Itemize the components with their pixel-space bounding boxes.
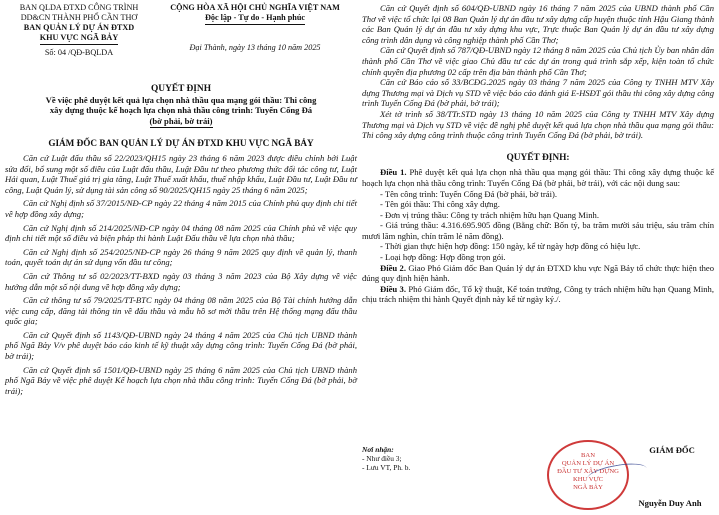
national-heading xyxy=(155,3,355,53)
recipient: - Lưu VT, Ph. b. xyxy=(362,463,411,472)
seal-text: NGÃ BẢY xyxy=(573,484,603,491)
seal-text: QUẢN LÝ DỰ ÁN xyxy=(561,460,615,467)
recipients-block xyxy=(362,445,512,472)
legal-basis: Căn cứ Nghị định số 214/2025/NĐ-CP ngày 04 tháng 08 năm 2025 của Chính phủ về việc quy định chi tiết một số điều và biện pháp thi hành Luật Đấu thầu về lựa chọn nhà thầu; xyxy=(5,222,357,244)
seal-text: BAN xyxy=(581,452,595,459)
list-item: - Tên công trình: Tuyến Cống Đá (bờ phải, bờ trái). xyxy=(380,188,557,199)
list-item: - Giá trúng thầu: 4.316.695.905 đồng (Bằng chữ: Bốn tỷ, ba trăm mười sáu triệu, sáu trăm chín mươi lăm nghìn, chín trăm lẻ năm đồng). xyxy=(362,220,714,241)
org-line: BAN QLDA ĐTXD CÔNG TRÌNH xyxy=(19,3,139,12)
decision-title: QUYẾT ĐỊNH xyxy=(151,84,211,94)
legal-basis: Căn cứ Quyết định số 1501/QĐ-UBND ngày 25 tháng 6 năm 2025 của Chủ tịch UBND thành phố Ngã Bảy về việc phê duyệt Kế hoạch lựa chọn nhà thầu công trình: Tuyến Cống Đá (bờ phải, bờ trái); xyxy=(5,364,357,396)
legal-basis: Căn cứ Quyết định số 1143/QĐ-UBND ngày 24 tháng 4 năm 2025 của Chủ tịch UBND thành phố Ngã Bảy V/v phê duyệt báo cáo kinh tế kỹ thuật xây dựng công trình: Tuyến Cống Đá (bờ phải, bờ trái); xyxy=(5,329,357,362)
article-text: Phó Giám đốc, Tổ kỹ thuật, Kế toán trưởng, Công ty trách nhiệm hữu hạn Quang Minh, chịu trách nhiệm thi hành Quyết định này kể từ ngày ký./. xyxy=(362,283,715,305)
document-number: Số: 04 /QĐ-BQLDA xyxy=(44,48,114,57)
decision-subject-line: (bờ phải, bờ trái) xyxy=(150,116,213,129)
decision-subject-line: Về việc phê duyệt kết quả lựa chọn nhà thầu qua mạng gói thầu: Thi công xyxy=(45,94,317,105)
article-1 xyxy=(362,167,714,188)
legal-basis: Căn cứ thông tư số 79/2025/TT-BTC ngày 04 tháng 08 năm 2025 của Bộ Tài chính hướng dẫn việc cung cấp, đăng tải thông tin về đấu thầu và mẫu hồ sơ mời thầu trên Hệ thống mạng đấu thầu quốc gia; xyxy=(5,295,357,327)
article-text: Phê duyệt kết quả lựa chọn nhà thầu qua mạng gói thầu: Thi công xây dựng thuộc kế hoạch lựa chọn nhà thầu công trình: Tuyến Cống Đá (bờ phải, bờ trái), với các nội dung sau: xyxy=(362,167,715,188)
org-line: KHU VỰC NGÃ BẢY xyxy=(40,33,118,45)
right-column xyxy=(362,0,715,508)
decide-heading: QUYẾT ĐỊNH: xyxy=(506,152,570,163)
legal-bases-left xyxy=(5,153,357,396)
list-item: - Đơn vị trúng thầu: Công ty trách nhiệm hữu hạn Quang Minh. xyxy=(380,209,600,220)
legal-basis: Căn cứ Quyết định số 604/QĐ-UBND ngày 16 tháng 7 năm 2025 của UBND thành phố Cần Thơ về việc tổ chức lại 08 Ban Quản lý dự án đầu tư xây dựng cấp huyện thuộc tỉnh Hậu Giang thành các Ban Quản lý dự án đầu tư xây dựng khu vực, Trực thuộc Ban Quản lý dự án đầu tư xây dựng công trình dân dụng và công nghiệp thành phố Cần Thơ; xyxy=(362,3,714,45)
legal-basis: Căn cứ Thông tư số 02/2023/TT-BXD ngày 03 tháng 3 năm 2023 của Bộ Xây dựng về việc hướng dẫn một số nội dung về hợp đồng xây dựng; xyxy=(5,270,357,292)
seal-text: KHU VỰC xyxy=(572,476,604,483)
list-item: - Tên gói thầu: Thi công xây dựng. xyxy=(380,199,500,210)
seal-text: ĐẦU TƯ XÂY DỰNG xyxy=(557,468,619,475)
signer-name: Nguyễn Duy Anh xyxy=(638,498,702,508)
legal-bases-right xyxy=(362,3,714,141)
decision-subject-line: xây dựng thuộc kế hoạch lựa chọn nhà thầu công trình: Tuyến Cống Đá xyxy=(49,105,313,116)
director-title: GIÁM ĐỐC BAN QUẢN LÝ DỰ ÁN ĐTXD KHU VỰC NGÃ BẢY xyxy=(48,138,314,149)
legal-basis: Căn cứ Nghị định số 37/2015/NĐ-CP ngày 22 tháng 4 năm 2015 của Chính phủ quy định chi tiết về hợp đồng xây dựng; xyxy=(5,198,357,219)
article-label: Điều 2. xyxy=(380,262,406,273)
nation-name: CỘNG HÒA XÃ HỘI CHỦ NGHĨA VIỆT NAM xyxy=(170,3,340,12)
article-2 xyxy=(362,263,714,284)
issuing-organization xyxy=(5,3,153,58)
recipient: - Như điều 3; xyxy=(362,454,402,463)
left-column xyxy=(5,0,357,396)
legal-basis: Xét tờ trình số 38/TTr.STD ngày 13 tháng 10 năm 2025 của Công ty TNHH MTV Xây dựng Thương mại và Dịch vụ STD về việc đề nghị phê duyệt kết quả lựa chọn nhà thầu qua mạng gói thầu: Thi công xây dựng công trình thuộc công trình Tuyến Cống Đá (bờ phải, bờ trái). xyxy=(362,108,714,141)
article-text: Giao Phó Giám đốc Ban Quản lý dự án ĐTXD khu vực Ngã Bảy tổ chức thực hiện theo đúng quy định hiện hành. xyxy=(362,262,714,284)
legal-basis: Căn cứ Nghị định số 254/2025/NĐ-CP ngày 26 tháng 9 năm 2025 quy định về quản lý, thanh toán, quyết toán dự án sử dụng vốn đầu tư công; xyxy=(5,246,357,268)
list-item: - Loại hợp đồng: Hợp đồng trọn gói. xyxy=(380,252,506,263)
issue-date: Đại Thành, ngày 13 tháng 10 năm 2025 xyxy=(189,43,321,52)
legal-basis: Căn cứ Luật đấu thầu số 22/2023/QH15 ngày 23 tháng 6 năm 2023 được điều chỉnh bởi Luật sửa đổi, bổ sung một số điều của Luật đấu thầu, Luật Đầu tư theo phương thức đối tác công tư, Luật Hải quan, Luật Thuế giá trị gia tăng, Luật Thuế xuất khẩu, thuế nhập khẩu, Luật Đầu tư, Luật Đầu tư công, Luật Quản lý, sử dụng tài sản công số 90/2025/QH15 ngày 25 tháng 6 năm 2025; xyxy=(5,152,357,195)
document-header xyxy=(5,0,357,70)
org-line: DD&CN THÀNH PHỐ CẦN THƠ xyxy=(20,13,138,22)
list-item: - Thời gian thực hiện hợp đồng: 150 ngày, kể từ ngày hợp đồng có hiệu lực. xyxy=(380,241,641,252)
article-label: Điều 3. xyxy=(380,283,407,294)
org-line: BAN QUẢN LÝ DỰ ÁN ĐTXD xyxy=(23,23,135,32)
article-label: Điều 1. xyxy=(380,167,407,178)
signer-title: GIÁM ĐỐC xyxy=(649,445,695,455)
motto: Độc lập - Tự do - Hạnh phúc xyxy=(205,13,305,25)
article-3 xyxy=(362,284,714,305)
legal-basis: Căn cứ Quyết định số 787/QĐ-UBND ngày 12 tháng 8 năm 2025 của Chủ tịch Ủy ban nhân dân thành phố Cần Thơ về việc giao Chủ đầu tư các dự án trong quá trình sắp xếp, kiện toàn tổ chức chính quyền địa phương 02 cấp trên địa bàn thành phố Cần Thơ; xyxy=(362,45,714,77)
legal-basis: Căn cứ Báo cáo số 33/BCĐG.2025 ngày 03 tháng 7 năm 2025 của Công ty TNHH MTV Xây dựng Thương mại và Dịch vụ STD về việc báo cáo đánh giá E-HSĐT gói thầu thi công xây dựng công trình Tuyến Cống Đá (bờ phải, bờ trái); xyxy=(362,77,714,109)
article-1-items xyxy=(362,189,714,263)
recipients-label: Nơi nhận: xyxy=(362,445,394,454)
